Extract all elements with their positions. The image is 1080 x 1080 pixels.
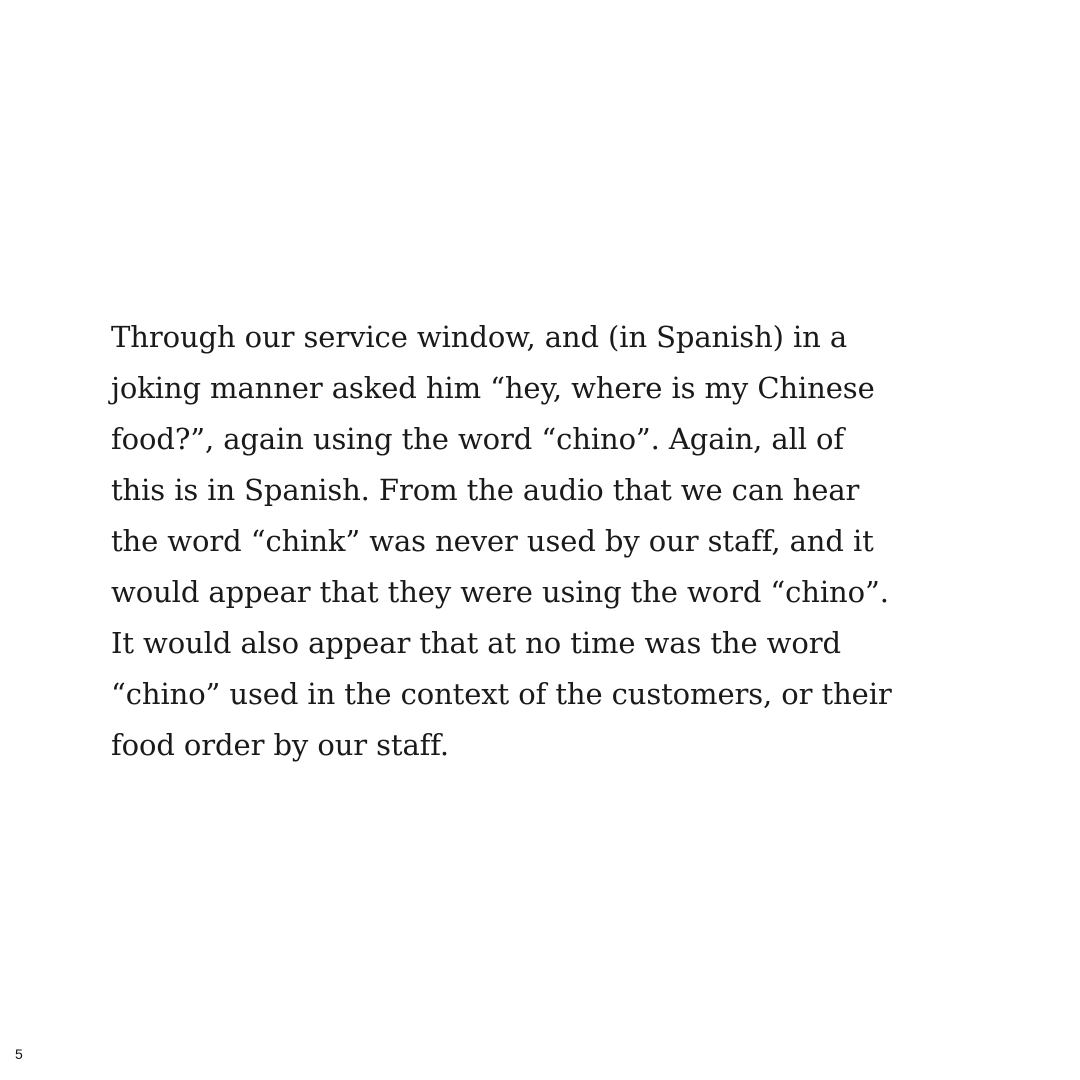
statement-paragraph (111, 312, 1011, 771)
statement-line: food order by our staff. (111, 728, 450, 762)
statement-line: food?”, again using the word “chino”. Again, all of (111, 422, 845, 456)
statement-line: would appear that they were using the word “chino”. (111, 575, 889, 609)
statement-line: It would also appear that at no time was the word (111, 626, 841, 660)
statement-line: this is in Spanish. From the audio that we can hear (111, 473, 860, 507)
statement-line: the word “chink” was never used by our staff, and it (111, 524, 874, 558)
statement-line: joking manner asked him “hey, where is my Chinese (111, 371, 875, 405)
statement-line: Through our service window, and (in Spanish) in a (111, 320, 848, 354)
page-number: 5 (15, 1046, 23, 1062)
statement-line: “chino” used in the context of the customers, or their (111, 677, 892, 711)
